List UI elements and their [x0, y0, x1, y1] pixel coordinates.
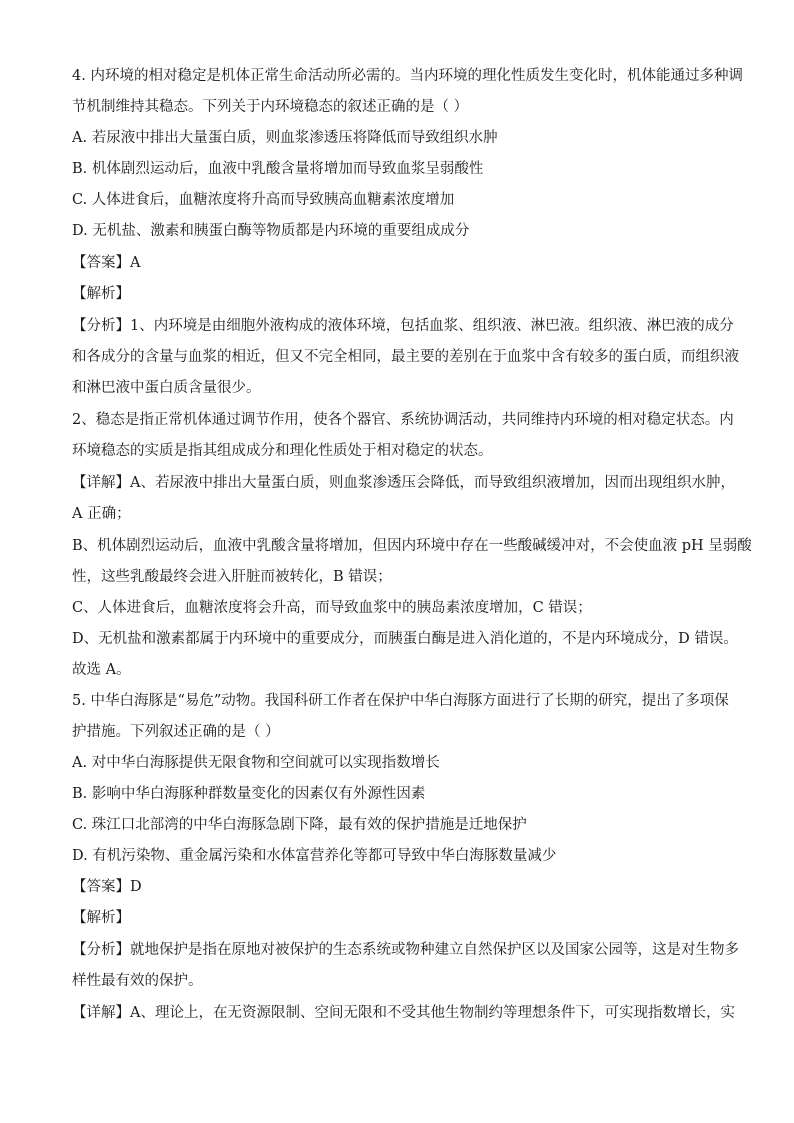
- fenxi-text: 就地保护是指在原地对被保护的生态系统或物种建立自然保护区以及国家公园等，这是对生物多: [130, 942, 739, 958]
- q5-xiangjie-line-1: [72, 1003, 735, 1023]
- answer-label: 【答案】: [72, 879, 130, 895]
- q4-fenxi-line-4: 2、稳态是指正常机体通过调节作用，使各个器官、系统协调活动，共同维持内环境的相对稳定状态。内: [72, 412, 734, 428]
- q4-option-d: D. 无机盐、激素和胰蛋白酶等物质都是内环境的重要组成成分: [72, 223, 470, 239]
- answer-label: 【答案】: [72, 255, 130, 271]
- q5-fenxi-line-2: 样性最有效的保护。: [72, 973, 203, 989]
- q4-xiangjie-line-2: A 正确；: [72, 506, 131, 522]
- fenxi-label: 【分析】: [72, 942, 130, 958]
- xiangjie-label: 【详解】: [72, 475, 130, 491]
- xiangjie-text: A、理论上，在无资源限制、空间无限和不受其他生物制约等理想条件下，可实现指数增长，实: [130, 1005, 735, 1021]
- q4-xiangjie-line-5: C、人体进食后，血糖浓度将会升高，而导致血浆中的胰岛素浓度增加，C 错误；: [72, 600, 592, 616]
- fenxi-label: 【分析】: [72, 318, 130, 334]
- q4-analysis-heading: [72, 284, 732, 304]
- q5-fenxi-line-1: [72, 940, 739, 960]
- q4-xiangjie-line-3: B、机体剧烈运动后，血液中乳酸含量将增加，但因内环境中存在一些酸碱缓冲对，不会使血液 pH 呈弱酸: [72, 538, 752, 554]
- q4-fenxi-line-3: 和淋巴液中蛋白质含量很少。: [72, 380, 261, 396]
- analysis-label: 【解析】: [72, 910, 130, 926]
- q4-fenxi-line-1: [72, 316, 732, 336]
- q4-option-a: A. 若尿液中排出大量蛋白质，则血浆渗透压将降低而导致组织水肿: [72, 130, 498, 146]
- q5-option-b: B. 影响中华白海豚种群数量变化的因素仅有外源性因素: [72, 786, 426, 802]
- q4-fenxi-line-2: 和各成分的含量与血浆的相近，但又不完全相同，最主要的差别在于血浆中含有较多的蛋白质，而组织液: [72, 349, 739, 365]
- q4-conclusion: 故选 A。: [72, 662, 131, 678]
- xiangjie-text: A、若尿液中排出大量蛋白质，则血浆渗透压会降低，而导致组织液增加，因而出现组织水肿，: [130, 475, 735, 491]
- q4-xiangjie-line-4: 性，这些乳酸最终会进入肝脏而被转化，B 错误；: [72, 569, 392, 585]
- q5-answer: [72, 877, 732, 897]
- q4-stem-line-2: 节机制维持其稳态。下列关于内环境稳态的叙述正确的是（ ）: [72, 99, 469, 115]
- xiangjie-label: 【详解】: [72, 1005, 130, 1021]
- q4-xiangjie-line-1: [72, 473, 735, 493]
- q5-stem-line-2: 护措施。下列叙述正确的是（ ）: [72, 724, 280, 740]
- q4-answer: [72, 253, 732, 273]
- analysis-label: 【解析】: [72, 286, 130, 302]
- q5-stem-line-1: 5. 中华白海豚是“易危”动物。我国科研工作者在保护中华白海豚方面进行了长期的研究，提出了多项保: [72, 693, 729, 709]
- q4-stem-line-1: 4. 内环境的相对稳定是机体正常生命活动所必需的。当内环境的理化性质发生变化时，机体能通过多种调: [72, 68, 743, 84]
- q5-option-d: D. 有机污染物、重金属污染和水体富营养化等都可导致中华白海豚数量减少: [72, 848, 557, 864]
- q5-analysis-heading: [72, 908, 732, 928]
- answer-value: D: [130, 879, 142, 895]
- q4-option-c: C. 人体进食后，血糖浓度将升高而导致胰高血糖素浓度增加: [72, 192, 455, 208]
- q4-fenxi-line-5: 环境稳态的实质是指其组成成分和理化性质处于相对稳定的状态。: [72, 443, 493, 459]
- q5-option-c: C. 珠江口北部湾的中华白海豚急剧下降，最有效的保护措施是迁地保护: [72, 817, 527, 833]
- q4-xiangjie-line-6: D、无机盐和激素都属于内环境中的重要成分，而胰蛋白酶是进入消化道的，不是内环境成分，D 错误。: [72, 631, 738, 647]
- q4-option-b: B. 机体剧烈运动后，血液中乳酸含量将增加而导致血浆呈弱酸性: [72, 161, 484, 177]
- fenxi-text: 1、内环境是由细胞外液构成的液体环境，包括血浆、组织液、淋巴液。组织液、淋巴液的成分: [130, 318, 734, 334]
- answer-value: A: [130, 255, 141, 271]
- q5-option-a: A. 对中华白海豚提供无限食物和空间就可以实现指数增长: [72, 755, 440, 771]
